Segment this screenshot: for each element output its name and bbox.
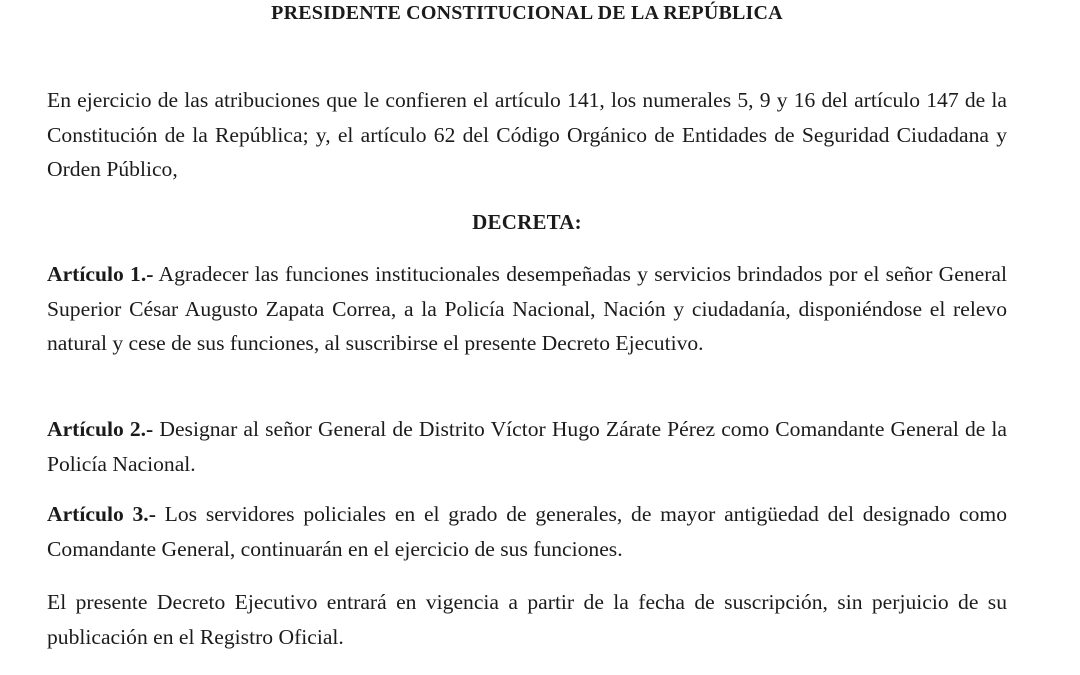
preamble-paragraph: En ejercicio de las atribuciones que le confieren el artículo 141, los numerales 5, 9 y 16 del artículo 147 de la Constitución de la República; y, el artículo 62 del Código Orgánico de Entidades de Seguridad Ciudadana y Orden Público, bbox=[47, 88, 1007, 181]
article-2-text: Designar al señor General de Distrito Víctor Hugo Zárate Pérez como Comandante General de la Policía Nacional. bbox=[47, 417, 1008, 476]
document-title: PRESIDENTE CONSTITUCIONAL DE LA REPÚBLICA bbox=[271, 2, 783, 24]
decree-document bbox=[47, 0, 1007, 675]
article-2 bbox=[47, 412, 1007, 481]
article-2-label: Artículo 2.- bbox=[47, 417, 154, 441]
article-3 bbox=[47, 497, 1007, 566]
article-1-label: Artículo 1.- bbox=[47, 262, 154, 286]
article-3-label: Artículo 3.- bbox=[47, 502, 156, 526]
article-1-text: Agradecer las funciones institucionales desempeñadas y servicios brindados por el señor General Superior César Augusto Zapata Correa, a la Policía Nacional, Nación y ciudadanía, disponiéndose el relevo natural y cese de sus funciones, al suscribirse el presente Decreto Ejecutivo. bbox=[47, 262, 1007, 355]
closing-paragraph: El presente Decreto Ejecutivo entrará en vigencia a partir de la fecha de suscripción, sin perjuicio de su publicación en el Registro Oficial. bbox=[47, 590, 1007, 649]
article-3-text: Los servidores policiales en el grado de generales, de mayor antigüedad del designado como Comandante General, continuarán en el ejercicio de sus funciones. bbox=[47, 502, 1007, 561]
decree-heading: DECRETA: bbox=[472, 210, 582, 234]
article-1 bbox=[47, 257, 1007, 361]
